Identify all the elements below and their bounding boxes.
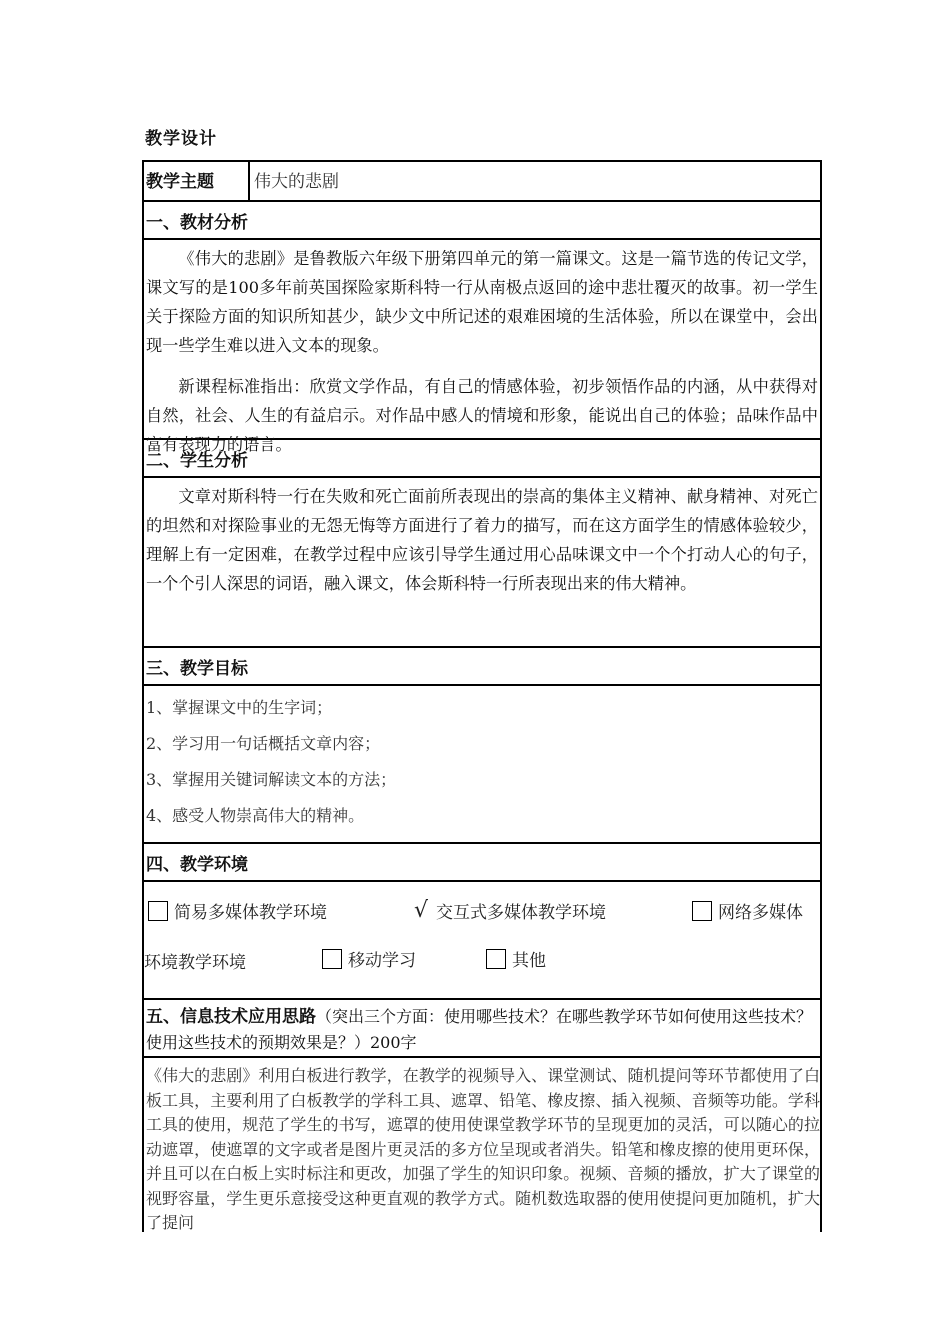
teaching-goals-list	[144, 686, 820, 844]
it-application-body: 《伟大的悲剧》利用白板进行教学，在教学的视频导入、课堂测试、随机提问等环节都使用了白板工具，主要利用了白板教学的学科工具、遮罩、铅笔、橡皮擦、插入视频、音频等功能。学科工具的使用，规范了学生的书写，遮罩的使用使课堂教学环节的呈现更加的灵活，可以随心的拉动遮罩，使遮罩的文字或者是图片更灵活的多方位呈现或者消失。铅笔和橡皮擦的使用更环保，并且可以在白板上实时标注和更改，加强了学生的知识印象。视频、音频的播放，扩大了课堂的视野容量，学生更乐意接受这种更直观的教学方式。随机数选取器的使用使提问更加随机，扩大了提问	[146, 1066, 820, 1232]
topic-value: 伟大的悲剧	[254, 172, 339, 192]
lesson-design-table	[142, 160, 822, 1232]
goal-item: 4、感受人物崇高伟大的精神。	[146, 806, 365, 825]
material-analysis-paragraph-2: 新课程标准指出：欣赏文学作品，有自己的情感体验，初步领悟作品的内涵，从中获得对自然，社会、人生的有益启示。对作品中感人的情境和形象，能说出自己的体验；品味作品中富有表现力的语言。	[146, 377, 818, 454]
material-analysis-body	[144, 240, 820, 454]
it-application-note: （突出三个方面：使用哪些技术？在哪些教学环节如何使用这些技术？使用这些技术的预期效果是？）200字	[146, 1007, 813, 1052]
checkmark-icon[interactable]: √	[414, 898, 429, 923]
unchecked-checkbox-icon[interactable]	[148, 901, 168, 921]
goal-item: 3、掌握用关键词解读文本的方法；	[146, 770, 397, 789]
option-network-multimedia-continued	[144, 948, 246, 973]
teaching-environment-heading: 四、教学环境	[144, 844, 820, 882]
option-mobile-learning[interactable]	[322, 946, 416, 971]
material-analysis-heading: 一、教材分析	[144, 202, 820, 240]
option-network-multimedia-label-continued: 环境教学环境	[144, 953, 246, 973]
topic-label: 教学主题	[144, 162, 250, 200]
option-network-multimedia[interactable]	[692, 898, 803, 923]
topic-row	[144, 162, 820, 202]
teaching-environment-options	[144, 882, 820, 1000]
material-analysis-paragraph-1: 《伟大的悲剧》是鲁教版六年级下册第四单元的第一篇课文。这是一篇节选的传记文学，课文写的是100多年前英国探险家斯科特一行从南极点返回的途中悲壮覆灭的故事。初一学生关于探险方面的知识所知甚少，缺少文中所记述的艰难困境的生活体验，所以在课堂中，会出现一些学生难以进入文本的现象。	[146, 249, 818, 355]
student-analysis-paragraph: 文章对斯科特一行在失败和死亡面前所表现出的崇高的集体主义精神、献身精神、对死亡的坦然和对探险事业的无怨无悔等方面进行了着力的描写，而在这方面学生的情感体验较少，理解上有一定困难，在教学过程中应该引导学生通过用心品味课文中一个个打动人心的句子，一个个引人深思的词语，融入课文，体会斯科特一行所表现出来的伟大精神。	[146, 487, 818, 593]
option-interactive-multimedia-label: 交互式多媒体教学环境	[436, 903, 607, 923]
document-title: 教学设计	[145, 129, 217, 149]
option-interactive-multimedia[interactable]	[414, 898, 606, 923]
option-other[interactable]	[486, 946, 546, 971]
option-simple-multimedia-label: 简易多媒体教学环境	[174, 903, 327, 923]
student-analysis-heading: 二、学生分析	[144, 440, 820, 478]
unchecked-checkbox-icon[interactable]	[486, 949, 506, 969]
it-application-heading	[144, 1000, 820, 1058]
unchecked-checkbox-icon[interactable]	[322, 949, 342, 969]
option-mobile-learning-label: 移动学习	[348, 951, 416, 971]
student-analysis-body	[144, 478, 820, 648]
it-application-title: 五、信息技术应用思路	[146, 1007, 316, 1027]
option-simple-multimedia[interactable]	[148, 898, 327, 923]
option-network-multimedia-label: 网络多媒体	[718, 903, 803, 923]
option-other-label: 其他	[512, 951, 546, 971]
goal-item: 1、掌握课文中的生字词；	[146, 698, 333, 717]
teaching-goals-heading: 三、教学目标	[144, 648, 820, 686]
goal-item: 2、学习用一句话概括文章内容；	[146, 734, 381, 753]
unchecked-checkbox-icon[interactable]	[692, 901, 712, 921]
